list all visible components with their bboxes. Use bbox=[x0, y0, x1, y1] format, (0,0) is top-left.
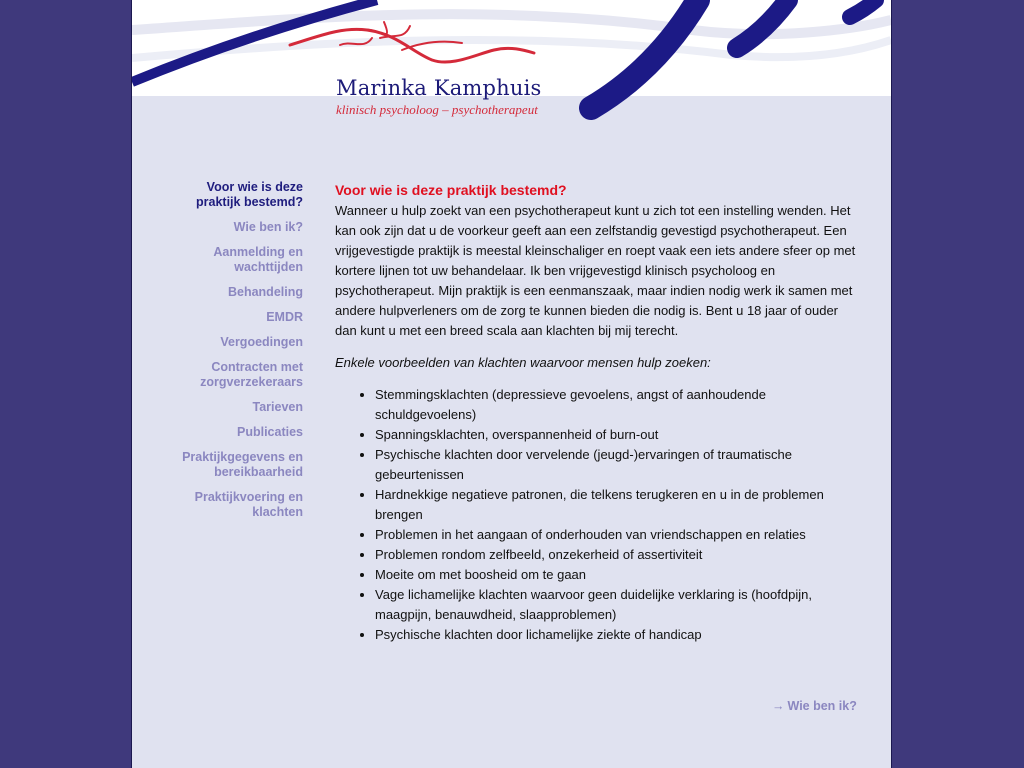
list-item: • Psychische klachten door lichamelijke ziekte of handicap bbox=[375, 625, 860, 645]
nav-item-wie-ben-ik[interactable]: Wie ben ik? bbox=[233, 220, 303, 234]
nav-item-aanmelding[interactable]: Aanmelding en wachttijden bbox=[213, 245, 303, 274]
next-page-link-label: Wie ben ik? bbox=[787, 699, 857, 713]
list-item: • Moeite om met boosheid om te gaan bbox=[375, 565, 860, 585]
intro-paragraph: Wanneer u hulp zoekt van een psychotherapeut kunt u zich tot een instelling wenden. Het kan ook zijn dat u de voorkeur geeft aan een zelfstandig gevestigd psychotherapeut. Een vrijgevestigde praktijk is meestal kleinschaliger en roept vaak een iets andere sfeer op met kortere lijnen tot uw behandelaar. Ik ben vrijgevestigd klinisch psycholoog en psychotherapeut. Mijn praktijk is een eenmanszaak, maar indien nodig werk ik samen met andere hulpverleners om de zorg te kunnen bieden die nodig is. Bent u 18 jaar of ouder dan kunt u met een breed scala aan klachten bij mij terecht. bbox=[335, 203, 856, 338]
nav-item-praktijkvoering[interactable]: Praktijkvoering en klachten bbox=[194, 490, 303, 519]
nav-item-vergoedingen[interactable]: Vergoedingen bbox=[220, 335, 303, 349]
nav-item-emdr[interactable]: EMDR bbox=[266, 310, 303, 324]
site-subtitle: klinisch psycholoog – psychotherapeut bbox=[336, 102, 538, 117]
list-item: • Problemen in het aangaan of onderhouden van vriendschappen en relaties bbox=[375, 525, 860, 545]
complaints-list bbox=[335, 385, 860, 645]
list-item: • Vage lichamelijke klachten waarvoor geen duidelijke verklaring is (hoofdpijn, maagpijn, benauwdheid, slaapproblemen) bbox=[375, 585, 860, 625]
list-item: • Problemen rondom zelfbeeld, onzekerheid of assertiviteit bbox=[375, 545, 860, 565]
list-item: • Psychische klachten door vervelende (jeugd-)ervaringen of traumatische gebeurtenissen bbox=[375, 445, 860, 485]
nav-item-tarieven[interactable]: Tarieven bbox=[252, 400, 303, 414]
nav-item-praktijkgegevens[interactable]: Praktijkgegevens en bereikbaarheid bbox=[182, 450, 303, 479]
nav-item-contracten[interactable]: Contracten met zorgverzekeraars bbox=[200, 360, 303, 389]
main-content bbox=[335, 182, 860, 645]
list-item: • Hardnekkige negatieve patronen, die telkens terugkeren en u in de problemen brengen bbox=[375, 485, 860, 525]
nav-item-voor-wie[interactable]: Voor wie is deze praktijk bestemd? bbox=[196, 180, 303, 209]
nav-item-publicaties[interactable]: Publicaties bbox=[237, 425, 303, 439]
sidebar-nav bbox=[160, 180, 303, 530]
arrow-right-icon: → bbox=[772, 699, 785, 713]
next-page-link[interactable] bbox=[772, 699, 857, 713]
list-item: • Stemmingsklachten (depressieve gevoelens, angst of aanhoudende schuldgevoelens) bbox=[375, 385, 860, 425]
page-container bbox=[131, 0, 892, 768]
list-item: • Spanningsklachten, overspannenheid of burn-out bbox=[375, 425, 860, 445]
nav-item-behandeling[interactable]: Behandeling bbox=[227, 285, 303, 299]
examples-heading: Enkele voorbeelden van klachten waarvoor mensen hulp zoeken: bbox=[335, 355, 711, 370]
page-title: Voor wie is deze praktijk bestemd? bbox=[335, 182, 567, 198]
header-banner bbox=[132, 0, 891, 123]
site-name: Marinka Kamphuis bbox=[336, 76, 542, 100]
